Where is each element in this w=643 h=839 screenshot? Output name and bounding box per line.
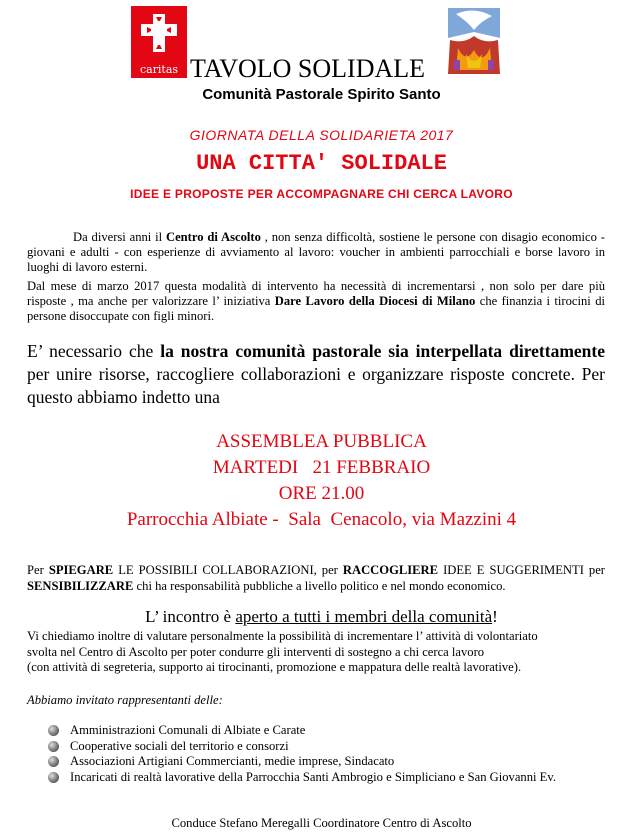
call-bold-1: la nostra comunità pastorale sia interpellata direttamente (160, 341, 606, 361)
march-text-1: Dal mese di marzo 2017 questa modalità di intervento ha necessità di incrementarsi , non solo per dare più risposte , ma anche per valorizzare l’ iniziativa (27, 279, 605, 308)
list-item-text: Incaricati di realtà lavorative della Parrocchia Santi Ambrogio e Simpliciano e San Giovanni Ev. (70, 769, 556, 784)
purpose-bold-3: SENSIBILIZZARE (27, 578, 134, 593)
open-meeting-line (0, 607, 643, 627)
logo-caption: caritas (139, 63, 179, 76)
call-text-1: E’ necessario che (27, 341, 161, 361)
list-item (48, 754, 556, 770)
intro-text-2: , non senza difficoltà, sostiene le persone con disagio economico - giovani e adulti - con esperienze di avviamento al lavoro: voucher in ambienti parrocchiali e borse lavoro in luoghi di lavoro esterni. (27, 230, 605, 274)
invited-list (48, 723, 556, 785)
assembly-name: ASSEMBLEA PUBBLICA (216, 431, 427, 452)
bullet-icon (48, 725, 59, 736)
purpose-paragraph (27, 563, 605, 594)
bullet-icon (48, 772, 59, 783)
purpose-text-1: Per (27, 563, 49, 577)
footer-conductor: Conduce Stefano Meregalli Coordinatore Centro di Ascolto (171, 816, 472, 830)
intro-bold-1: Centro di Ascolto (165, 230, 261, 244)
purpose-text-3: IDEE E SUGGERIMENTI per (438, 563, 606, 577)
open-meeting-underlined: aperto a tutti i membri della comunità (235, 607, 493, 626)
volunteer-line-3: (con attività di segreteria, supporto ai tirocinanti, promozione e mappatura delle realtà lavorative). (27, 660, 522, 674)
purpose-bold-1: SPIEGARE (48, 563, 114, 577)
volunteer-line-1: Vi chiediamo inoltre di valutare personalmente la possibilità di incrementare l’ attività di volontariato (27, 629, 538, 643)
list-item-text: Associazioni Artigiani Commercianti, medie imprese, Sindacato (70, 754, 395, 768)
open-meeting-text-1: L’ incontro è (145, 607, 236, 626)
march-paragraph (27, 279, 605, 324)
purpose-bold-2: RACCOGLIERE (342, 563, 439, 577)
bullet-icon (48, 741, 59, 752)
open-meeting-text-2: ! (492, 607, 498, 626)
list-item-text: Cooperative sociali del territorio e consorzi (70, 738, 289, 753)
event-tagline: IDEE E PROPOSTE PER ACCOMPAGNARE CHI CERCA LAVORO (130, 187, 513, 201)
spirito-santo-logo (444, 4, 504, 78)
volunteer-paragraph (27, 629, 617, 676)
list-item (48, 770, 556, 786)
caritas-logo (131, 6, 187, 78)
volunteer-line-2: svolta nel Centro di Ascolto per poter condurre gli interventi di sostegno a chi cerca lavoro (27, 644, 485, 659)
assembly-date: MARTEDI 21 FEBBRAIO (212, 457, 431, 478)
purpose-text-4: chi ha responsabilità pubbliche a livello politico e nel mondo economico. (133, 578, 506, 593)
assembly-time: ORE 21.00 (278, 483, 365, 504)
invited-heading: Abbiamo invitato rappresentanti delle: (27, 693, 223, 707)
page-title: TAVOLO SOLIDALE (190, 54, 426, 83)
list-item (48, 723, 556, 739)
call-paragraph (27, 340, 605, 409)
intro-paragraph (27, 230, 605, 275)
march-bold-1: Dare Lavoro della Diocesi di Milano (274, 294, 476, 308)
assembly-place: Parrocchia Albiate - Sala Cenacolo, via Mazzini 4 (126, 509, 517, 530)
list-item (48, 739, 556, 755)
call-text-2: per unire risorse, raccogliere collaborazioni e organizzare risposte concrete. Per questo abbiamo indetto una (27, 364, 605, 407)
event-headline: UNA CITTA' SOLIDALE (196, 151, 447, 176)
bullet-icon (48, 756, 59, 767)
page-subtitle: Comunità Pastorale Spirito Santo (202, 86, 441, 103)
purpose-text-2: LE POSSIBILI COLLABORAZIONI, per (113, 563, 343, 577)
caritas-cross-icon (139, 12, 179, 54)
event-giornata: GIORNATA DELLA SOLIDARIETA 2017 (189, 127, 454, 143)
list-item-text: Amministrazioni Comunali di Albiate e Carate (70, 723, 306, 737)
march-text-2: che finanzia i tirocini di persone disoccupate con figli minori. (27, 294, 605, 323)
intro-text-1: Da diversi anni il (73, 230, 166, 244)
